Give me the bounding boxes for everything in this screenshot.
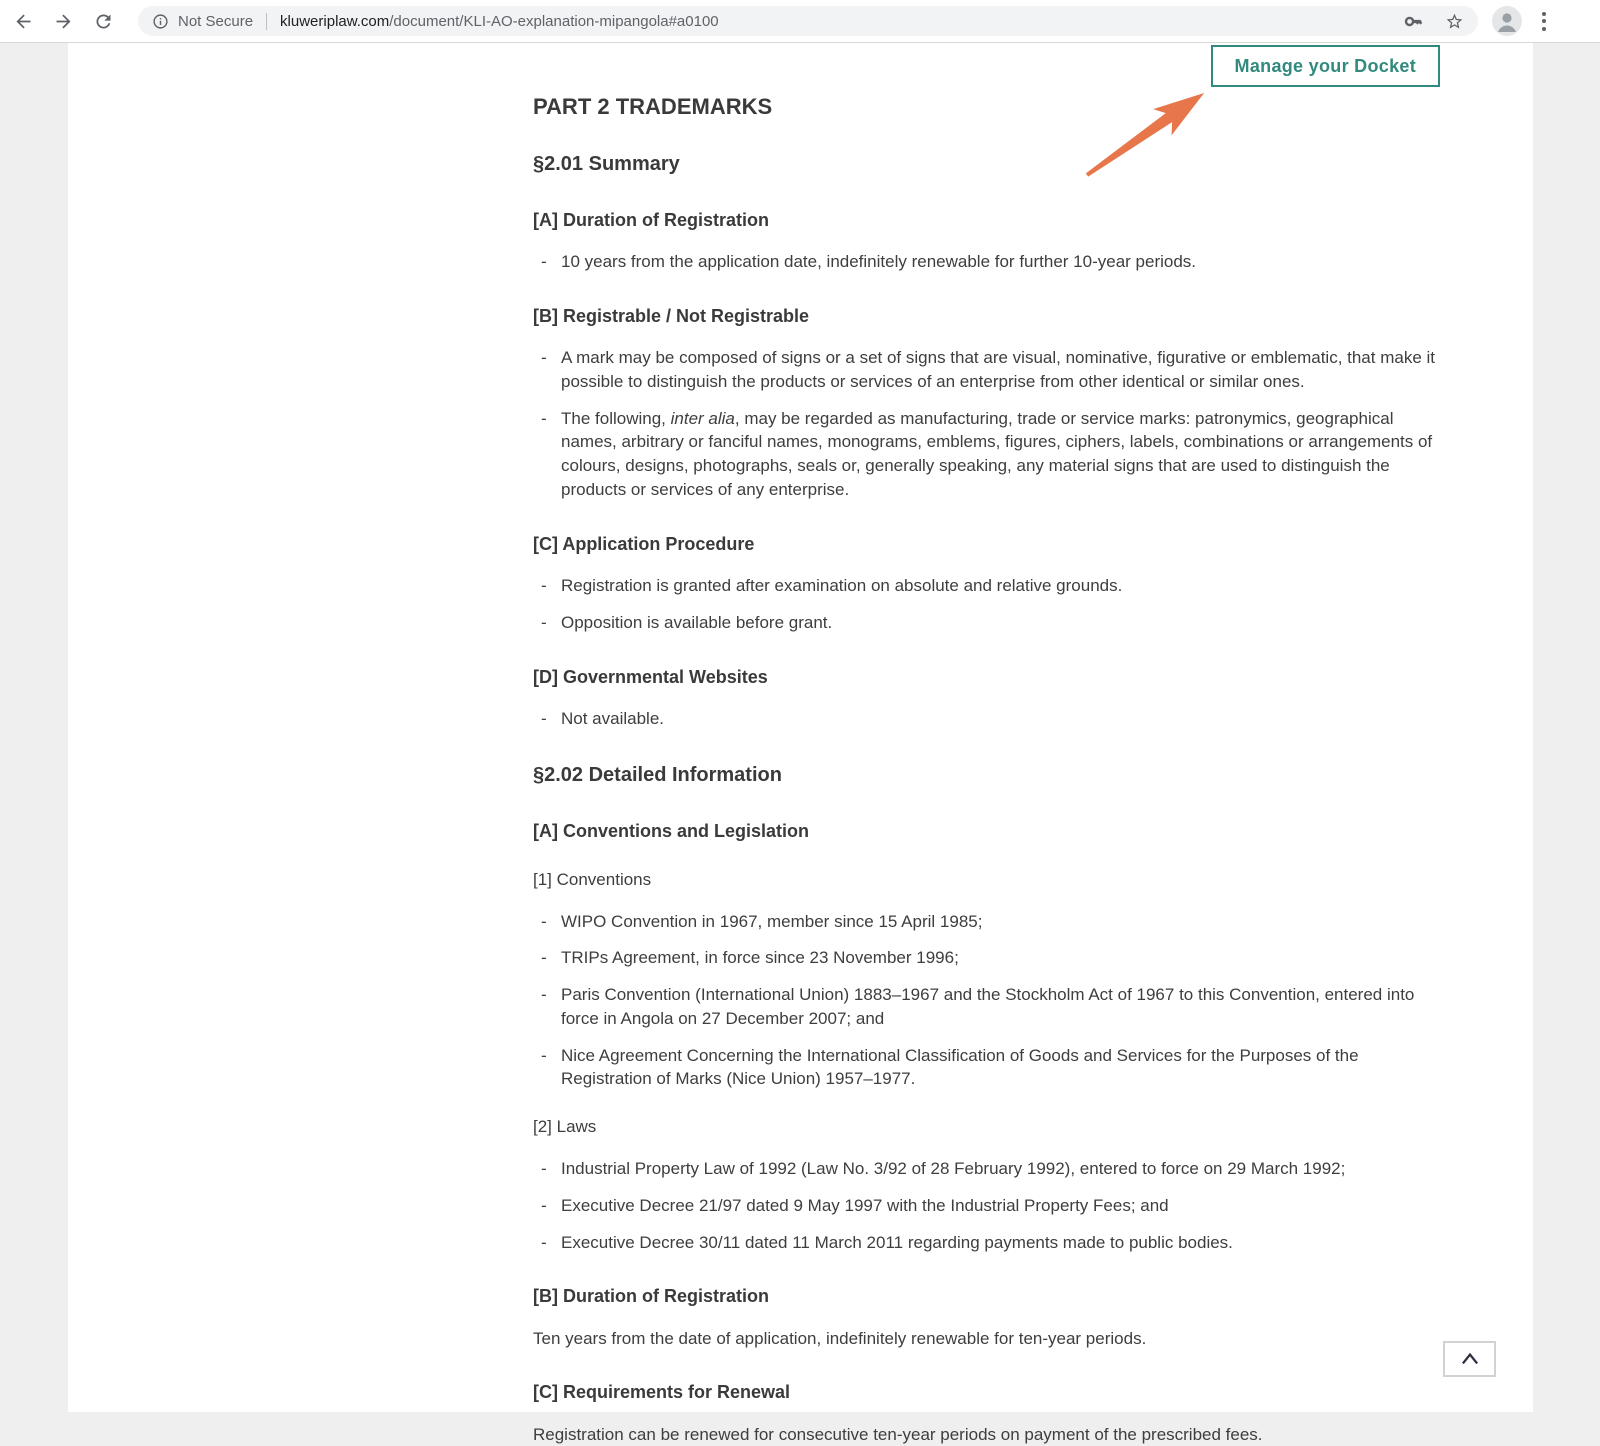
forward-button[interactable] [46, 4, 80, 38]
menu-dots-icon[interactable] [1538, 6, 1550, 37]
subsection-heading-b-duration2: [B] Duration of Registration [533, 1284, 1448, 1309]
url-bar[interactable] [138, 6, 1478, 36]
subsection-heading-d-websites: [D] Governmental Websites [533, 665, 1448, 690]
reload-icon [93, 11, 114, 32]
url-text [280, 13, 719, 30]
bullet-item: - 10 years from the application date, indefinitely renewable for further 10-year periods. [533, 250, 1448, 274]
chevron-up-icon [1459, 1351, 1481, 1367]
bullet-item: - A mark may be composed of signs or a set of signs that are visual, nominative, figurative or emblematic, that make it possible to distinguish the products or services of an enterprise from other identical or similar ones. [533, 346, 1448, 394]
paragraph: Ten years from the date of application, indefinitely renewable for ten-year periods. [533, 1327, 1448, 1351]
bookmark-star-icon[interactable] [1445, 12, 1464, 31]
section-heading-201: §2.01 Summary [533, 150, 1448, 178]
subsection-heading-a-conventions: [A] Conventions and Legislation [533, 819, 1448, 844]
page-background [0, 43, 1600, 1412]
bullet-item: - Not available. [533, 707, 1448, 731]
subsection-heading-c-application: [C] Application Procedure [533, 532, 1448, 557]
subsection-heading-c-renewal: [C] Requirements for Renewal [533, 1380, 1448, 1405]
omnibox-divider [266, 13, 267, 30]
bullet-item: - Executive Decree 30/11 dated 11 March 2011 regarding payments made to public bodies. [533, 1231, 1448, 1255]
reload-button[interactable] [86, 4, 120, 38]
bullet-list [533, 346, 1448, 502]
paragraph: Registration can be renewed for consecutive ten-year periods on payment of the prescribed fees. [533, 1423, 1448, 1446]
bullet-item: - Registration is granted after examination on absolute and relative grounds. [533, 574, 1448, 598]
sub-label-conventions: [1] Conventions [533, 868, 1448, 892]
url-domain: kluweriplaw.com [280, 13, 389, 30]
section-heading-202: §2.02 Detailed Information [533, 761, 1448, 789]
subsection-heading-a-duration: [A] Duration of Registration [533, 208, 1448, 233]
bullet-item: - Industrial Property Law of 1992 (Law No. 3/92 of 28 February 1992), entered to force on 29 March 1992; [533, 1157, 1448, 1181]
bullet-list [533, 250, 1448, 274]
bullet-item: - Executive Decree 21/97 dated 9 May 1997 with the Industrial Property Fees; and [533, 1194, 1448, 1218]
security-label: Not Secure [178, 13, 253, 30]
back-arrow-icon [13, 11, 34, 32]
bullet-item: - Paris Convention (International Union) 1883–1967 and the Stockholm Act of 1967 to this Convention, entered into force in Angola on 27 December 2007; and [533, 983, 1448, 1031]
document-content [533, 92, 1448, 1446]
bullet-item: - Nice Agreement Concerning the International Classification of Goods and Services for the Purposes of the Registration of Marks (Nice Union) 1957–1977. [533, 1044, 1448, 1092]
subsection-heading-b-registrable: [B] Registrable / Not Registrable [533, 304, 1448, 329]
bullet-list [533, 574, 1448, 635]
document-page [68, 43, 1533, 1412]
bullet-item: - The following, inter alia, may be regarded as manufacturing, trade or service marks: patronymics, geographical names, arbitrary or fanciful names, monograms, emblems, figures, ciphers, labels, combinations or arrangements of colours, designs, photographs, seals or, generally speaking, any material signs that are used to distinguish the products or services of any enterprise. [533, 407, 1448, 502]
bullet-item: - TRIPs Agreement, in force since 23 November 1996; [533, 946, 1448, 970]
key-icon[interactable] [1404, 12, 1423, 31]
sub-label-laws: [2] Laws [533, 1115, 1448, 1139]
profile-avatar[interactable] [1492, 6, 1522, 36]
forward-arrow-icon [53, 11, 74, 32]
bullet-list [533, 707, 1448, 731]
browser-toolbar [0, 0, 1600, 43]
page-info-icon[interactable] [152, 13, 169, 30]
bullet-list [533, 1157, 1448, 1254]
bullet-item: - WIPO Convention in 1967, member since 15 April 1985; [533, 910, 1448, 934]
manage-docket-button[interactable]: Manage your Docket [1211, 45, 1440, 87]
annotation-arrow [1083, 83, 1213, 178]
scroll-to-top-button[interactable] [1443, 1341, 1496, 1377]
back-button[interactable] [6, 4, 40, 38]
url-path: /document/KLI-AO-explanation-mipangola#a0100 [389, 13, 718, 30]
bullet-item: - Opposition is available before grant. [533, 611, 1448, 635]
document-title: PART 2 TRADEMARKS [533, 92, 1448, 123]
bullet-list [533, 910, 1448, 1092]
